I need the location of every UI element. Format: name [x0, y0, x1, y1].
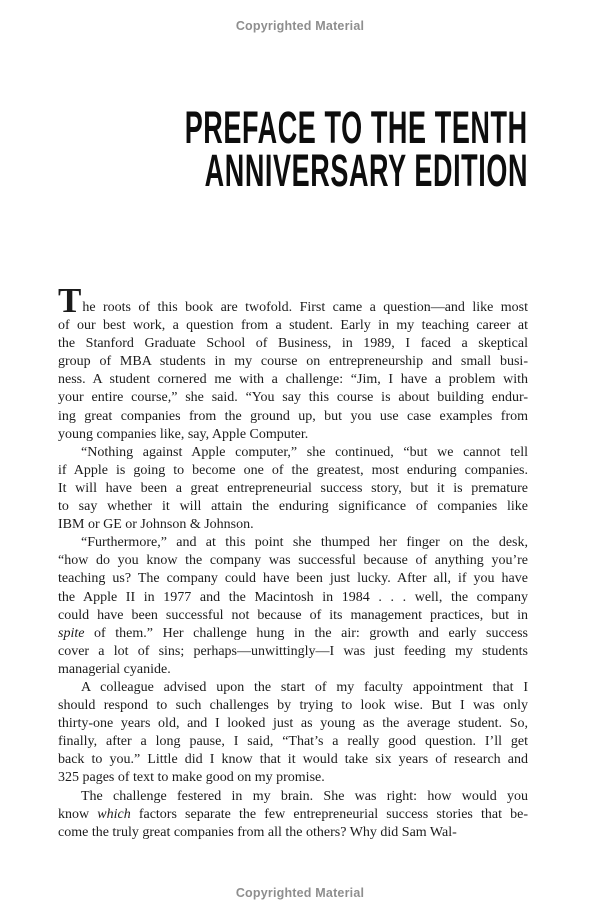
chapter-title-line-1: [0, 102, 528, 153]
text-line: of our best work, a question from a student. Early in my teaching career at: [58, 318, 528, 334]
text-line: spite of them.” Her challenge hung in the air: growth and early success: [58, 625, 528, 641]
text-line: “how do you know the company was successful because of anything you’re: [58, 553, 528, 569]
text-line: thirty-one years old, and I looked just as young as the average student. So,: [58, 716, 528, 732]
text-line: back to you.” Little did I know that it would take six years of research and: [58, 752, 528, 768]
text-line: finally, after a long pause, I said, “That’s a really good question. I’ll get: [58, 734, 528, 750]
text-line: to say whether it will attain the enduring significance of companies like: [58, 499, 528, 515]
text-line: It will have been a great entrepreneurial success story, but it is premature: [58, 480, 528, 496]
text-line: young companies like, say, Apple Computer.: [58, 426, 309, 442]
text-line: come the truly great companies from all the others? Why did Sam Wal-: [58, 824, 457, 840]
chapter-title-line-2: [0, 145, 528, 196]
text-line: the Apple II in 1977 and the Macintosh in 1984 . . . well, the company: [58, 589, 528, 605]
text-line: IBM or GE or Johnson & Johnson.: [58, 517, 254, 533]
text-line: cover a lot of sins; perhaps—unwittingly—I was just feeding my students: [58, 643, 528, 659]
text-line: your entire course,” she said. “You say this course is about building endur-: [58, 390, 528, 406]
text-line: ness. A student cornered me with a challenge: “Jim, I have a problem with: [58, 372, 528, 388]
text-line: ing great companies from the ground up, but you use case examples from: [58, 408, 528, 424]
text-line: “Nothing against Apple computer,” she continued, “but we cannot tell: [81, 444, 528, 460]
text-line: The challenge festered in my brain. She was right: how would you: [81, 788, 528, 804]
text-line: teaching us? The company could have been just lucky. After all, if you have: [58, 571, 528, 587]
preface-body-text: [58, 281, 528, 842]
text-line: group of MBA students in my course on entrepreneurship and small busi-: [58, 354, 528, 370]
text-line: could have been successful not because of its management practices, but in: [58, 607, 528, 623]
text-line: managerial cyanide.: [58, 661, 171, 677]
text-line: if Apple is going to become one of the greatest, most enduring companies.: [58, 462, 528, 478]
text-line: the Stanford Graduate School of Business, in 1989, I faced a skeptical: [58, 336, 528, 352]
text-line: A colleague advised upon the start of my faculty appointment that I: [81, 679, 528, 695]
text-line: know which factors separate the few entrepreneurial success stories that be-: [58, 806, 528, 822]
chapter-title: [0, 102, 528, 196]
chapter-title-line-2-text: ANNIVERSARY EDITION: [204, 145, 528, 196]
drop-cap-letter: T: [58, 281, 83, 320]
text-line: 325 pages of text to make good on my promise.: [58, 770, 325, 786]
text-line: The roots of this book are twofold. First came a question—and like most: [58, 281, 528, 320]
chapter-title-line-1-text: PREFACE TO THE TENTH: [184, 102, 528, 153]
text-line: “Furthermore,” and at this point she thumped her finger on the desk,: [81, 535, 528, 551]
copyright-notice-bottom: Copyrighted Material: [235, 886, 365, 900]
text-line: should respond to such challenges by trying to look wise. But I was only: [58, 698, 528, 714]
copyright-notice-top: Copyrighted Material: [235, 19, 365, 33]
